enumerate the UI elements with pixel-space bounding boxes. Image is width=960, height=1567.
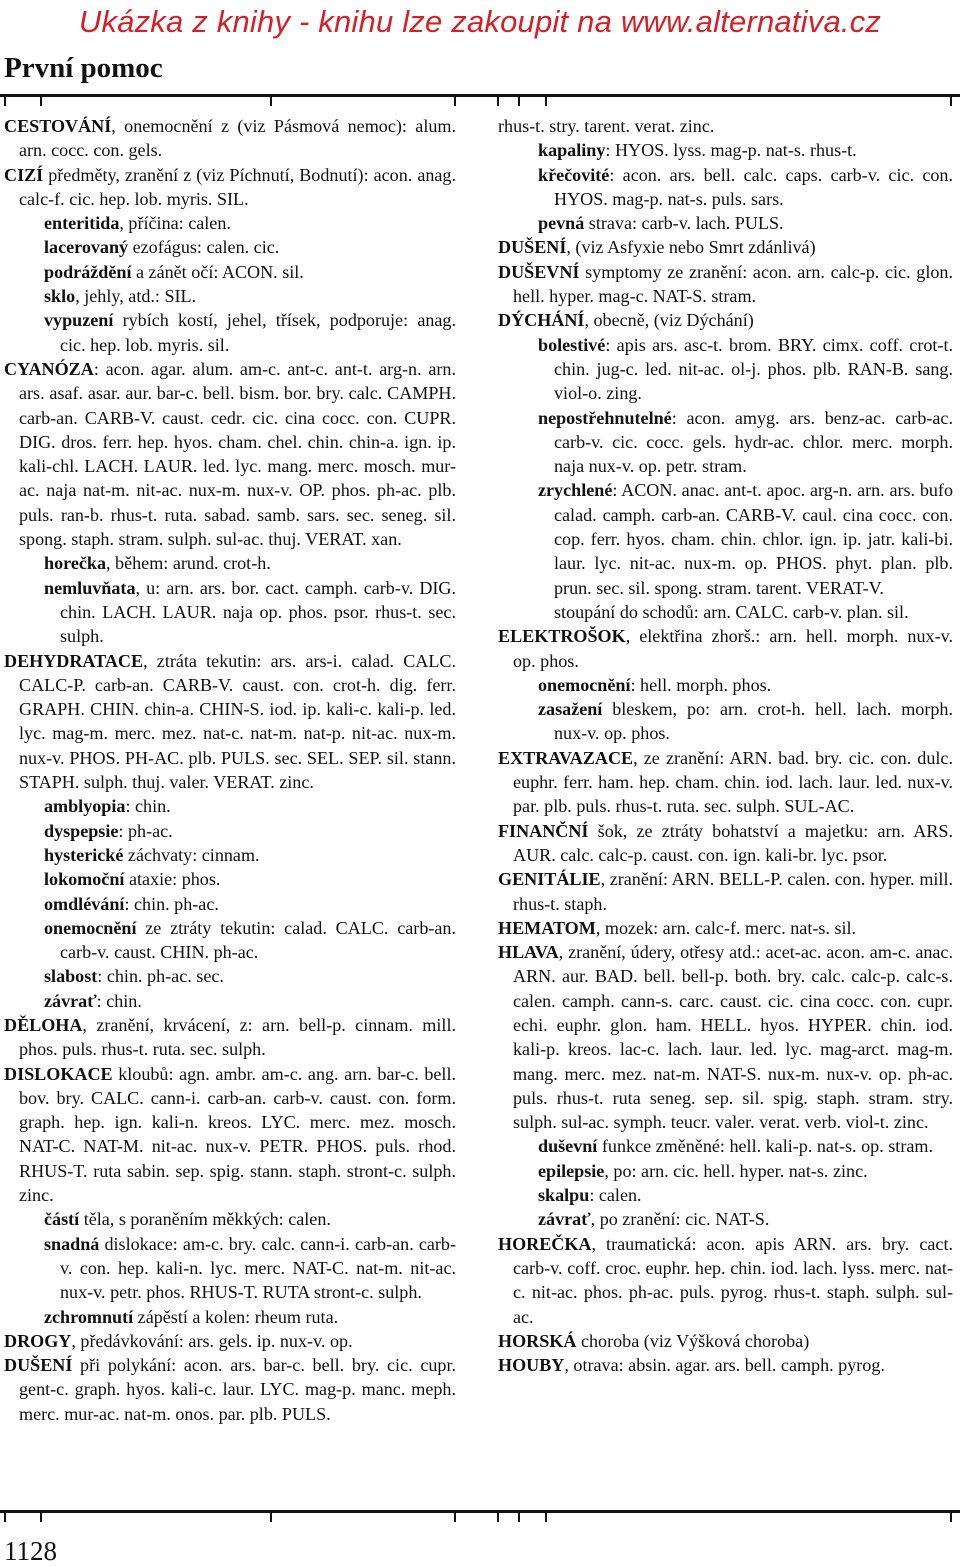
entry-remedies: , předávkování: ars. gels. ip. nux-v. op. — [71, 1330, 353, 1351]
ruler-tick — [454, 94, 456, 106]
index-subentry — [498, 163, 953, 212]
entry-heading: hysterické — [44, 844, 124, 865]
entry-remedies: a zánět očí: ACON. sil. — [131, 261, 304, 282]
entry-remedies: záchvaty: cinnam. — [123, 844, 260, 865]
entry-heading: CYANÓZA — [4, 358, 94, 379]
entry-heading: EXTRAVAZACE — [498, 747, 634, 768]
entry-heading: slabost — [44, 966, 98, 987]
right-column — [498, 114, 953, 1377]
index-subentry — [498, 1159, 953, 1183]
entry-remedies: : ACON. anac. ant-t. apoc. arg-n. arn. ars. bufo calad. camph. carb-an. CARB-V. caul. cina cocc. con. cop. ferr. hyos. cham. chin. chlor. ign. ip. jatr. kali-bi. laur. lyc. nit-ac. nux-m. op. PHOS. phyt. plan. plb. prun. sec. sil. spong. stram. tarent. VERAT-V. — [554, 480, 953, 598]
index-subentry — [498, 478, 953, 599]
entry-heading: GENITÁLIE — [498, 869, 601, 890]
entry-heading: lokomoční — [44, 869, 125, 890]
entry-heading: HOUBY — [498, 1355, 565, 1376]
index-subentry — [4, 964, 456, 988]
index-entry — [498, 114, 953, 138]
entry-remedies: : chin. — [125, 796, 171, 817]
entry-heading: CIZÍ — [4, 164, 44, 185]
index-entry — [498, 1353, 953, 1377]
entry-heading: HORSKÁ — [498, 1330, 577, 1351]
index-subentry — [4, 843, 456, 867]
index-subentry — [498, 600, 953, 624]
entry-heading: ELEKTROŠOK — [498, 626, 626, 647]
entry-remedies: : hell. morph. phos. — [630, 674, 772, 695]
entry-remedies: , zranění, údery, otřesy atd.: acet-ac. acon. am-c. anac. ARN. aur. BAD. bell. bell-p. both. bry. calc. calc-p. calc-s. calen. camph. cann-s. carc. caust. cic. cina cocc. con. cupr. echi. euphr. glon. ham. HELL. hyos. HYPER. chin. iod. kali-p. kreos. lac-c. lach. laur. led. lyc. mag-arct. mag-m. mang. merc. mez. nat-m. NAT-S. nux-m. nux-v. op. ph-ac. puls. rhus-t. ruta seneg. sep. sil. spig. staph. stram. stry. sulph. sul-ac. symph. teucr. valer. verat. verb. viol-t. zinc. — [513, 942, 953, 1133]
index-subentry — [498, 1207, 953, 1231]
entry-heading: HEMATOM — [498, 917, 596, 938]
entry-remedies: ataxie: phos. — [124, 869, 221, 890]
index-subentry — [498, 1134, 953, 1158]
entry-heading: DUŠEVNÍ — [498, 261, 580, 282]
index-subentry — [4, 1305, 456, 1329]
entry-heading: nemluvňata — [44, 577, 136, 598]
entry-remedies: rybích kostí, jehel, třísek, podporuje: anag. cic. hep. lob. myris. sil. — [60, 310, 456, 355]
entry-heading: enteritida — [44, 213, 120, 234]
entry-remedies: : chin. — [96, 990, 142, 1011]
entry-remedies: strava: carb-v. lach. PULS. — [584, 213, 784, 234]
ruler-tick — [4, 1510, 6, 1522]
entry-remedies: : acon. ars. bell. calc. caps. carb-v. cic. con. HYOS. mag-p. nat-s. puls. sars. — [554, 164, 953, 209]
entry-heading: FINANČNÍ — [498, 820, 589, 841]
ruler-tick — [497, 94, 499, 106]
entry-remedies: : chin. ph-ac. sec. — [97, 966, 224, 987]
index-subentry — [4, 867, 456, 891]
index-subentry — [4, 794, 456, 818]
entry-heading: DEHYDRATACE — [4, 650, 144, 671]
entry-remedies: : acon. agar. alum. am-c. ant-c. ant-t. arg-n. arn. ars. asaf. asar. aur. bar-c. bell. bism. bor. bry. calc. CAMPH. carb-an. CARB-V. caust. cedr. cic. cina cocc. con. CUPR. DIG. dros. ferr. hep. hyos. cham. chel. chin. chin-a. ign. ip. kali-chl. LACH. LAUR. led. lyc. mang. merc. mosch. mur-ac. naja nat-m. nit-ac. nux-m. nux-v. OP. phos. ph-ac. plb. puls. ran-b. rhus-t. ruta. sabad. samb. sars. sec. seneg. sil. spong. staph. stram. sulph. sul-ac. thuj. VERAT. xan. — [19, 358, 456, 550]
index-subentry — [4, 892, 456, 916]
index-entry — [498, 308, 953, 332]
entry-heading: bolestivé — [538, 334, 606, 355]
ruler-tick — [950, 1510, 952, 1522]
entry-remedies: choroba (viz Výšková choroba) — [576, 1330, 810, 1351]
ruler-tick — [497, 1510, 499, 1522]
entry-heading: zrychlené — [538, 480, 613, 501]
ruler-tick — [454, 1510, 456, 1522]
entry-heading: skalpu — [538, 1185, 590, 1206]
index-subentry — [4, 211, 456, 235]
entry-heading: částí — [44, 1209, 80, 1230]
entry-heading: DROGY — [4, 1330, 72, 1351]
index-subentry — [498, 211, 953, 235]
entry-remedies: , během: arund. crot-h. — [106, 553, 271, 574]
entry-remedies: při polykání: acon. ars. bar-c. bell. bry. cic. cupr. gent-c. graph. hyos. kali-c. laur. LYC. mag-p. manc. meph. merc. mur-ac. nat-m. onos. par. plb. PULS. — [19, 1355, 456, 1424]
entry-remedies: symptomy ze zranění: acon. arn. calc-p. cic. glon. hell. hyper. mag-c. NAT-S. stram. — [513, 261, 953, 307]
entry-heading: HOREČKA — [498, 1233, 592, 1254]
entry-remedies: , elektřina zhorš.: arn. hell. morph. nux-v. op. phos. — [513, 626, 953, 671]
entry-heading: duševní — [538, 1136, 598, 1157]
index-subentry — [498, 138, 953, 162]
index-entry — [4, 357, 456, 551]
entry-heading: vypuzení — [44, 310, 114, 331]
entry-remedies: : acon. amyg. ars. benz-ac. carb-ac. carb-v. cic. cocc. gels. hydr-ac. chlor. merc. morph. naja nux-v. op. petr. stram. — [554, 407, 953, 477]
entry-heading: zchromnutí — [44, 1306, 134, 1327]
index-entry — [498, 916, 953, 940]
entry-remedies: , obecně, (viz Dýchání) — [584, 310, 754, 331]
index-subentry — [4, 576, 456, 649]
entry-remedies: dislokace: am-c. bry. calc. cann-i. carb-an. carb-v. con. hep. kali-n. lyc. merc. NAT-C. nat-m. nit-ac. nux-v. petr. phos. RHUS-T. RUTA stront-c. sulph. — [60, 1233, 456, 1303]
index-entry — [498, 867, 953, 916]
index-entry — [498, 624, 953, 673]
entry-heading: křečovité — [538, 164, 610, 185]
entry-heading: DUŠENÍ — [4, 1355, 73, 1376]
footer-ruler-ticks — [0, 1510, 960, 1528]
entry-heading: amblyopia — [44, 796, 126, 817]
index-subentry — [498, 697, 953, 746]
index-entry — [4, 163, 456, 212]
index-subentry — [4, 1207, 456, 1231]
index-entry — [498, 940, 953, 1134]
index-subentry — [4, 284, 456, 308]
ruler-tick — [40, 1510, 42, 1522]
entry-heading: lacerovaný — [44, 237, 129, 258]
ruler-tick — [518, 94, 520, 106]
index-subentry — [4, 819, 456, 843]
index-subentry — [498, 673, 953, 697]
index-entry — [4, 1353, 456, 1426]
left-column — [4, 114, 456, 1426]
entry-heading: DUŠENÍ — [498, 237, 567, 258]
entry-remedies: těla, s poraněním měkkých: calen. — [79, 1209, 331, 1230]
entry-remedies: stoupání do schodů: arn. CALC. carb-v. plan. sil. — [554, 601, 909, 622]
entry-remedies: šok, ze ztráty bohatství a majetku: arn. ARS. AUR. calc. calc-p. caust. con. ign. kali-br. lyc. psor. — [513, 820, 953, 865]
entry-heading: zasažení — [538, 699, 603, 720]
entry-heading: nepostřehnutelné — [538, 407, 672, 428]
ruler-tick — [950, 94, 952, 106]
entry-heading: závrať — [538, 1209, 591, 1230]
entry-remedies: : ph-ac. — [118, 820, 173, 841]
entry-remedies: funkce změněné: hell. kali-p. nat-s. op. stram. — [597, 1136, 933, 1157]
entry-remedies: , traumatická: acon. apis ARN. ars. bry. cact. carb-v. coff. croc. euphr. hep. chin. iod. lach. lyss. merc. nat-c. nit-ac. phos. ph-ac. puls. pyrog. rhus-t. staph. sulph. sul-ac. — [513, 1233, 953, 1327]
entry-heading: pevná — [538, 213, 585, 234]
index-entry — [4, 1329, 456, 1353]
entry-heading: sklo — [44, 286, 76, 307]
index-subentry — [4, 260, 456, 284]
entry-remedies: , ztráta tekutin: ars. ars-i. calad. CALC. CALC-P. carb-an. CARB-V. caust. con. crot-h. dig. ferr. GRAPH. CHIN. chin-a. CHIN-S. iod. ip. kali-c. kali-p. led. lyc. mag-m. merc. mez. nat-c. nat-m. nat-p. nit-ac. nux-m. nux-v. PHOS. PH-AC. plb. PULS. sec. SEL. SEP. sil. stann. STAPH. sulph. thuj. valer. VERAT. zinc. — [19, 650, 456, 793]
ruler-tick — [270, 94, 272, 106]
page-number: 1128 — [4, 1536, 57, 1566]
entry-remedies: : chin. ph-ac. — [124, 893, 219, 914]
entry-heading: onemocnění — [538, 674, 631, 695]
entry-remedies: , příčina: calen. — [119, 213, 231, 234]
entry-remedies: zápěstí a kolen: rheum ruta. — [133, 1306, 339, 1327]
index-entry — [498, 1329, 953, 1353]
entry-heading: horečka — [44, 553, 106, 574]
ruler-tick — [270, 1510, 272, 1522]
section-title: První pomoc — [4, 52, 163, 84]
entry-remedies: , mozek: arn. calc-f. merc. nat-s. sil. — [595, 917, 857, 938]
ruler-tick — [545, 94, 547, 106]
index-entry — [4, 1062, 456, 1208]
ruler-tick — [545, 1510, 547, 1522]
entry-remedies: bleskem, po: arn. crot-h. hell. lach. morph. nux-v. op. phos. — [554, 699, 953, 744]
entry-heading: CESTOVÁNÍ — [4, 116, 112, 136]
entry-remedies: , ze zranění: ARN. bad. bry. cic. con. dulc. euphr. ferr. ham. hep. cham. chin. iod. lach. laur. led. nux-v. par. plb. puls. rhus-t. ruta. sec. sulph. SUL-AC. — [513, 747, 953, 817]
ruler-tick — [4, 94, 6, 106]
entry-remedies: , zranění: ARN. BELL-P. calen. con. hyper. mill. rhus-t. staph. — [513, 869, 953, 914]
index-subentry — [4, 235, 456, 259]
entry-heading: dyspepsie — [44, 820, 119, 841]
entry-remedies: ezofágus: calen. cic. — [128, 237, 280, 258]
index-subentry — [498, 1183, 953, 1207]
entry-heading: DÝCHÁNÍ — [498, 310, 585, 331]
entry-remedies: , otrava: absin. agar. ars. bell. camph. pyrog. — [564, 1355, 885, 1376]
index-entry — [4, 1013, 456, 1062]
entry-heading: HLAVA — [498, 942, 559, 963]
entry-remedies: , u: arn. ars. bor. cact. camph. carb-v. DIG. chin. LACH. LAUR. naja op. phos. psor. rhus-t. sec. sulph. — [60, 577, 456, 647]
index-entry — [4, 649, 456, 795]
index-subentry — [498, 333, 953, 406]
entry-remedies: : calen. — [589, 1185, 642, 1206]
index-entry — [498, 260, 953, 309]
entry-remedies: , po: arn. cic. hell. hyper. nat-s. zinc. — [604, 1160, 868, 1181]
entry-remedies: , zranění, krvácení, z: arn. bell-p. cinnam. mill. phos. puls. rhus-t. ruta. sec. sulph. — [19, 1014, 456, 1060]
index-entry — [498, 819, 953, 868]
index-subentry — [4, 551, 456, 575]
ruler-tick — [40, 94, 42, 106]
index-subentry — [4, 308, 456, 357]
entry-heading: epilepsie — [538, 1160, 605, 1181]
entry-heading: onemocnění — [44, 917, 137, 938]
index-subentry — [4, 916, 456, 965]
index-entry — [498, 746, 953, 819]
index-entry — [4, 114, 456, 163]
entry-heading: DĚLOHA — [4, 1014, 83, 1035]
entry-remedies: ze ztráty tekutin: calad. CALC. carb-an. carb-v. caust. CHIN. ph-ac. — [60, 917, 456, 963]
entry-heading: kapaliny — [538, 140, 606, 161]
entry-remedies: : apis ars. asc-t. brom. BRY. cimx. coff. crot-t. chin. jug-c. led. nit-ac. ol-j. phos. plb. RAN-B. sang. viol-o. zing. — [554, 334, 953, 404]
ruler-tick — [518, 1510, 520, 1522]
entry-remedies: , po zranění: cic. NAT-S. — [590, 1209, 770, 1230]
entry-remedies: předměty, zranění z (viz Píchnutí, Bodnutí): acon. anag. calc-f. cic. hep. lob. myris. SIL. — [19, 164, 456, 209]
entry-remedies: , onemocnění z (viz Pásmová nemoc): alum. arn. cocc. con. gels. — [19, 116, 456, 161]
entry-remedies: kloubů: agn. ambr. am-c. ang. arn. bar-c. bell. bov. bry. CALC. cann-i. carb-an. carb-v. caust. con. form. graph. hep. ign. kali-n. kreos. LYC. merc. mez. mosch. NAT-C. NAT-M. nit-ac. nux-v. PETR. PHOS. puls. rhod. RHUS-T. ruta sabin. sep. spig. stann. staph. stront-c. sulph. zinc. — [19, 1063, 456, 1206]
entry-heading: snadná — [44, 1233, 100, 1254]
index-subentry — [498, 406, 953, 479]
index-entry — [498, 235, 953, 259]
entry-heading: DISLOKACE — [4, 1063, 113, 1084]
entry-remedies: rhus-t. stry. tarent. verat. zinc. — [498, 116, 715, 136]
index-subentry — [4, 989, 456, 1013]
entry-remedies: , jehly, atd.: SIL. — [75, 286, 197, 307]
entry-heading: podráždění — [44, 261, 132, 282]
entry-heading: závrať — [44, 990, 97, 1011]
header-ruler-ticks — [0, 94, 960, 112]
index-entry — [498, 1232, 953, 1329]
index-subentry — [4, 1232, 456, 1305]
entry-remedies: : HYOS. lyss. mag-p. nat-s. rhus-t. — [605, 140, 857, 161]
entry-remedies: , (viz Asfyxie nebo Smrt zdánlivá) — [566, 237, 816, 258]
preview-banner[interactable]: Ukázka z knihy - knihu lze zakoupit na www.alternativa.cz — [78, 4, 882, 39]
entry-heading: omdlévání — [44, 893, 125, 914]
